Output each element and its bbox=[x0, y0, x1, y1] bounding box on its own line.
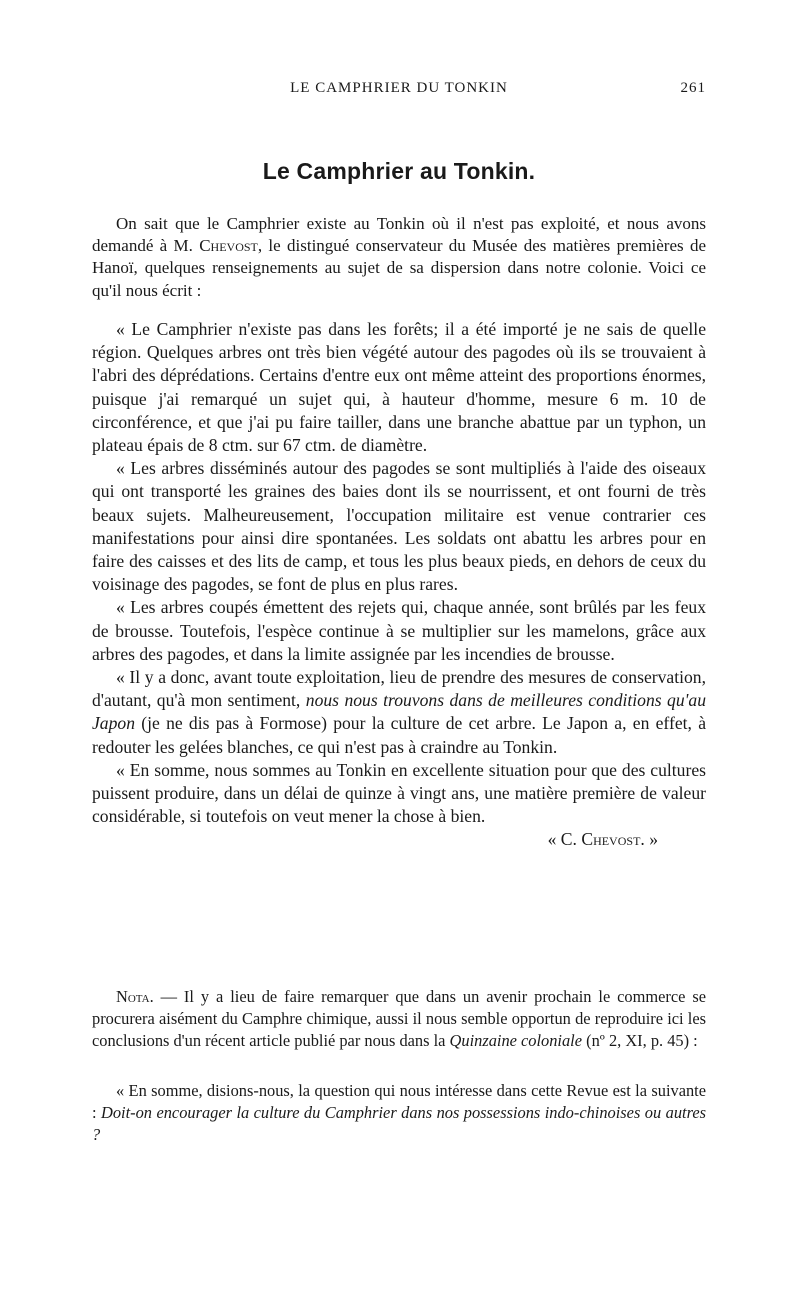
nota-text-2: (nº 2, XI, p. 45) : bbox=[582, 1031, 698, 1051]
intro-text-2: , le distingué conservateur du Musée des matières premières de Hanoï, quelques renseignements au sujet de sa dispersion dans notre colonie. Voici ce qu'il nous écrit : bbox=[92, 236, 706, 300]
signature-close: . » bbox=[640, 829, 658, 850]
quote-p4-italic: nous nous trouvons dans de meilleures conditions qu'au Japon bbox=[92, 690, 707, 734]
quote-paragraph-4 bbox=[92, 666, 706, 759]
quote-paragraph-1: « Le Camphrier n'existe pas dans les forêts; il a été importé je ne sais de quelle région. Quelques arbres ont très bien végété autour des pagodes où ils se trouvaient à l'abri des déprédations. Certains d'entre eux ont même atteint des proportions énormes, puisque j'ai remarqué un sujet qui, à hauteur d'homme, mesure 6 m. 10 de circonférence, et que j'ai pu faire tailler, dans une branche abattue par un typhon, un plateau épais de 8 ctm. sur 67 ctm. de diamètre. bbox=[92, 319, 706, 456]
running-title: LE CAMPHRIER DU TONKIN bbox=[290, 80, 508, 96]
final-text: « En somme, disions-nous, la question qui nous intéresse dans cette Revue est la suivante : bbox=[92, 1081, 706, 1123]
nota-text-1: . — Il y a lieu de faire remarquer que dans un avenir prochain le commerce se procurera aisément du Camphre chimique, aussi il nous semble opportun de reproduire ici les conclusions d'un récent article publié par nous dans la bbox=[92, 987, 706, 1051]
nota-label: Nota bbox=[116, 987, 150, 1006]
intro-text-1: On sait que le Camphrier existe au Tonkin où il n'est pas exploité, et nous avons demandé à M. bbox=[92, 214, 706, 256]
page-number: 261 bbox=[680, 80, 706, 96]
journal-title: Quinzaine coloniale bbox=[449, 1031, 583, 1051]
quote-p4-text-1: « Il y a donc, avant toute exploitation, lieu de prendre des mesures de conservation, d'autant, qu'à mon sentiment, bbox=[92, 667, 706, 711]
quote-p4-text-2: (je ne dis pas à Formose) pour la culture de cet arbre. Le Japon a, en effet, à redouter les gelées blanches, ce qui n'est pas à craindre au Tonkin. bbox=[92, 713, 706, 757]
final-paragraph bbox=[92, 1080, 706, 1147]
signature-name: Chevost bbox=[581, 829, 641, 850]
quoted-letter bbox=[92, 318, 706, 852]
quote-paragraph-2: « Les arbres disséminés autour des pagodes se sont multipliés à l'aide des oiseaux qui ont transporté les graines des baies dont ils se nourrissent, et ont fourni de très beaux sujets. Malheureusement, l'occupation militaire est venue contrarier ces manifestations pour ainsi dire spontanées. Les soldats ont abattu les arbres pour en faire des caisses et des lits de camp, et tous les plus beaux pieds, en dehors de ceux du voisinage des pagodes, se font de plus en plus rares. bbox=[92, 458, 706, 595]
quote-paragraph-5: « En somme, nous sommes au Tonkin en excellente situation pour que des cultures puissent produire, dans un délai de quinze à vingt ans, une matière première de valeur considérable, si toutefois on veut mener la chose à bien. bbox=[92, 759, 706, 827]
signature bbox=[92, 828, 706, 851]
article-title: Le Camphrier au Tonkin. bbox=[262, 158, 536, 184]
intro-paragraph bbox=[92, 213, 706, 302]
final-question: Doit-on encourager la culture du Camphrier dans nos possessions indo-chinoises ou autres ? bbox=[92, 1103, 706, 1145]
person-name: Chevost bbox=[199, 236, 258, 256]
running-header bbox=[92, 80, 706, 104]
quote-paragraph-3: « Les arbres coupés émettent des rejets qui, chaque année, sont brûlés par les feux de brousse. Toutefois, l'espèce continue à se multiplier sur les mamelons, grâce aux arbres des pagodes, et dans la limite assignée par les incendies de brousse. bbox=[92, 597, 706, 664]
signature-open: « C. bbox=[547, 829, 582, 850]
nota-paragraph bbox=[92, 986, 706, 1053]
